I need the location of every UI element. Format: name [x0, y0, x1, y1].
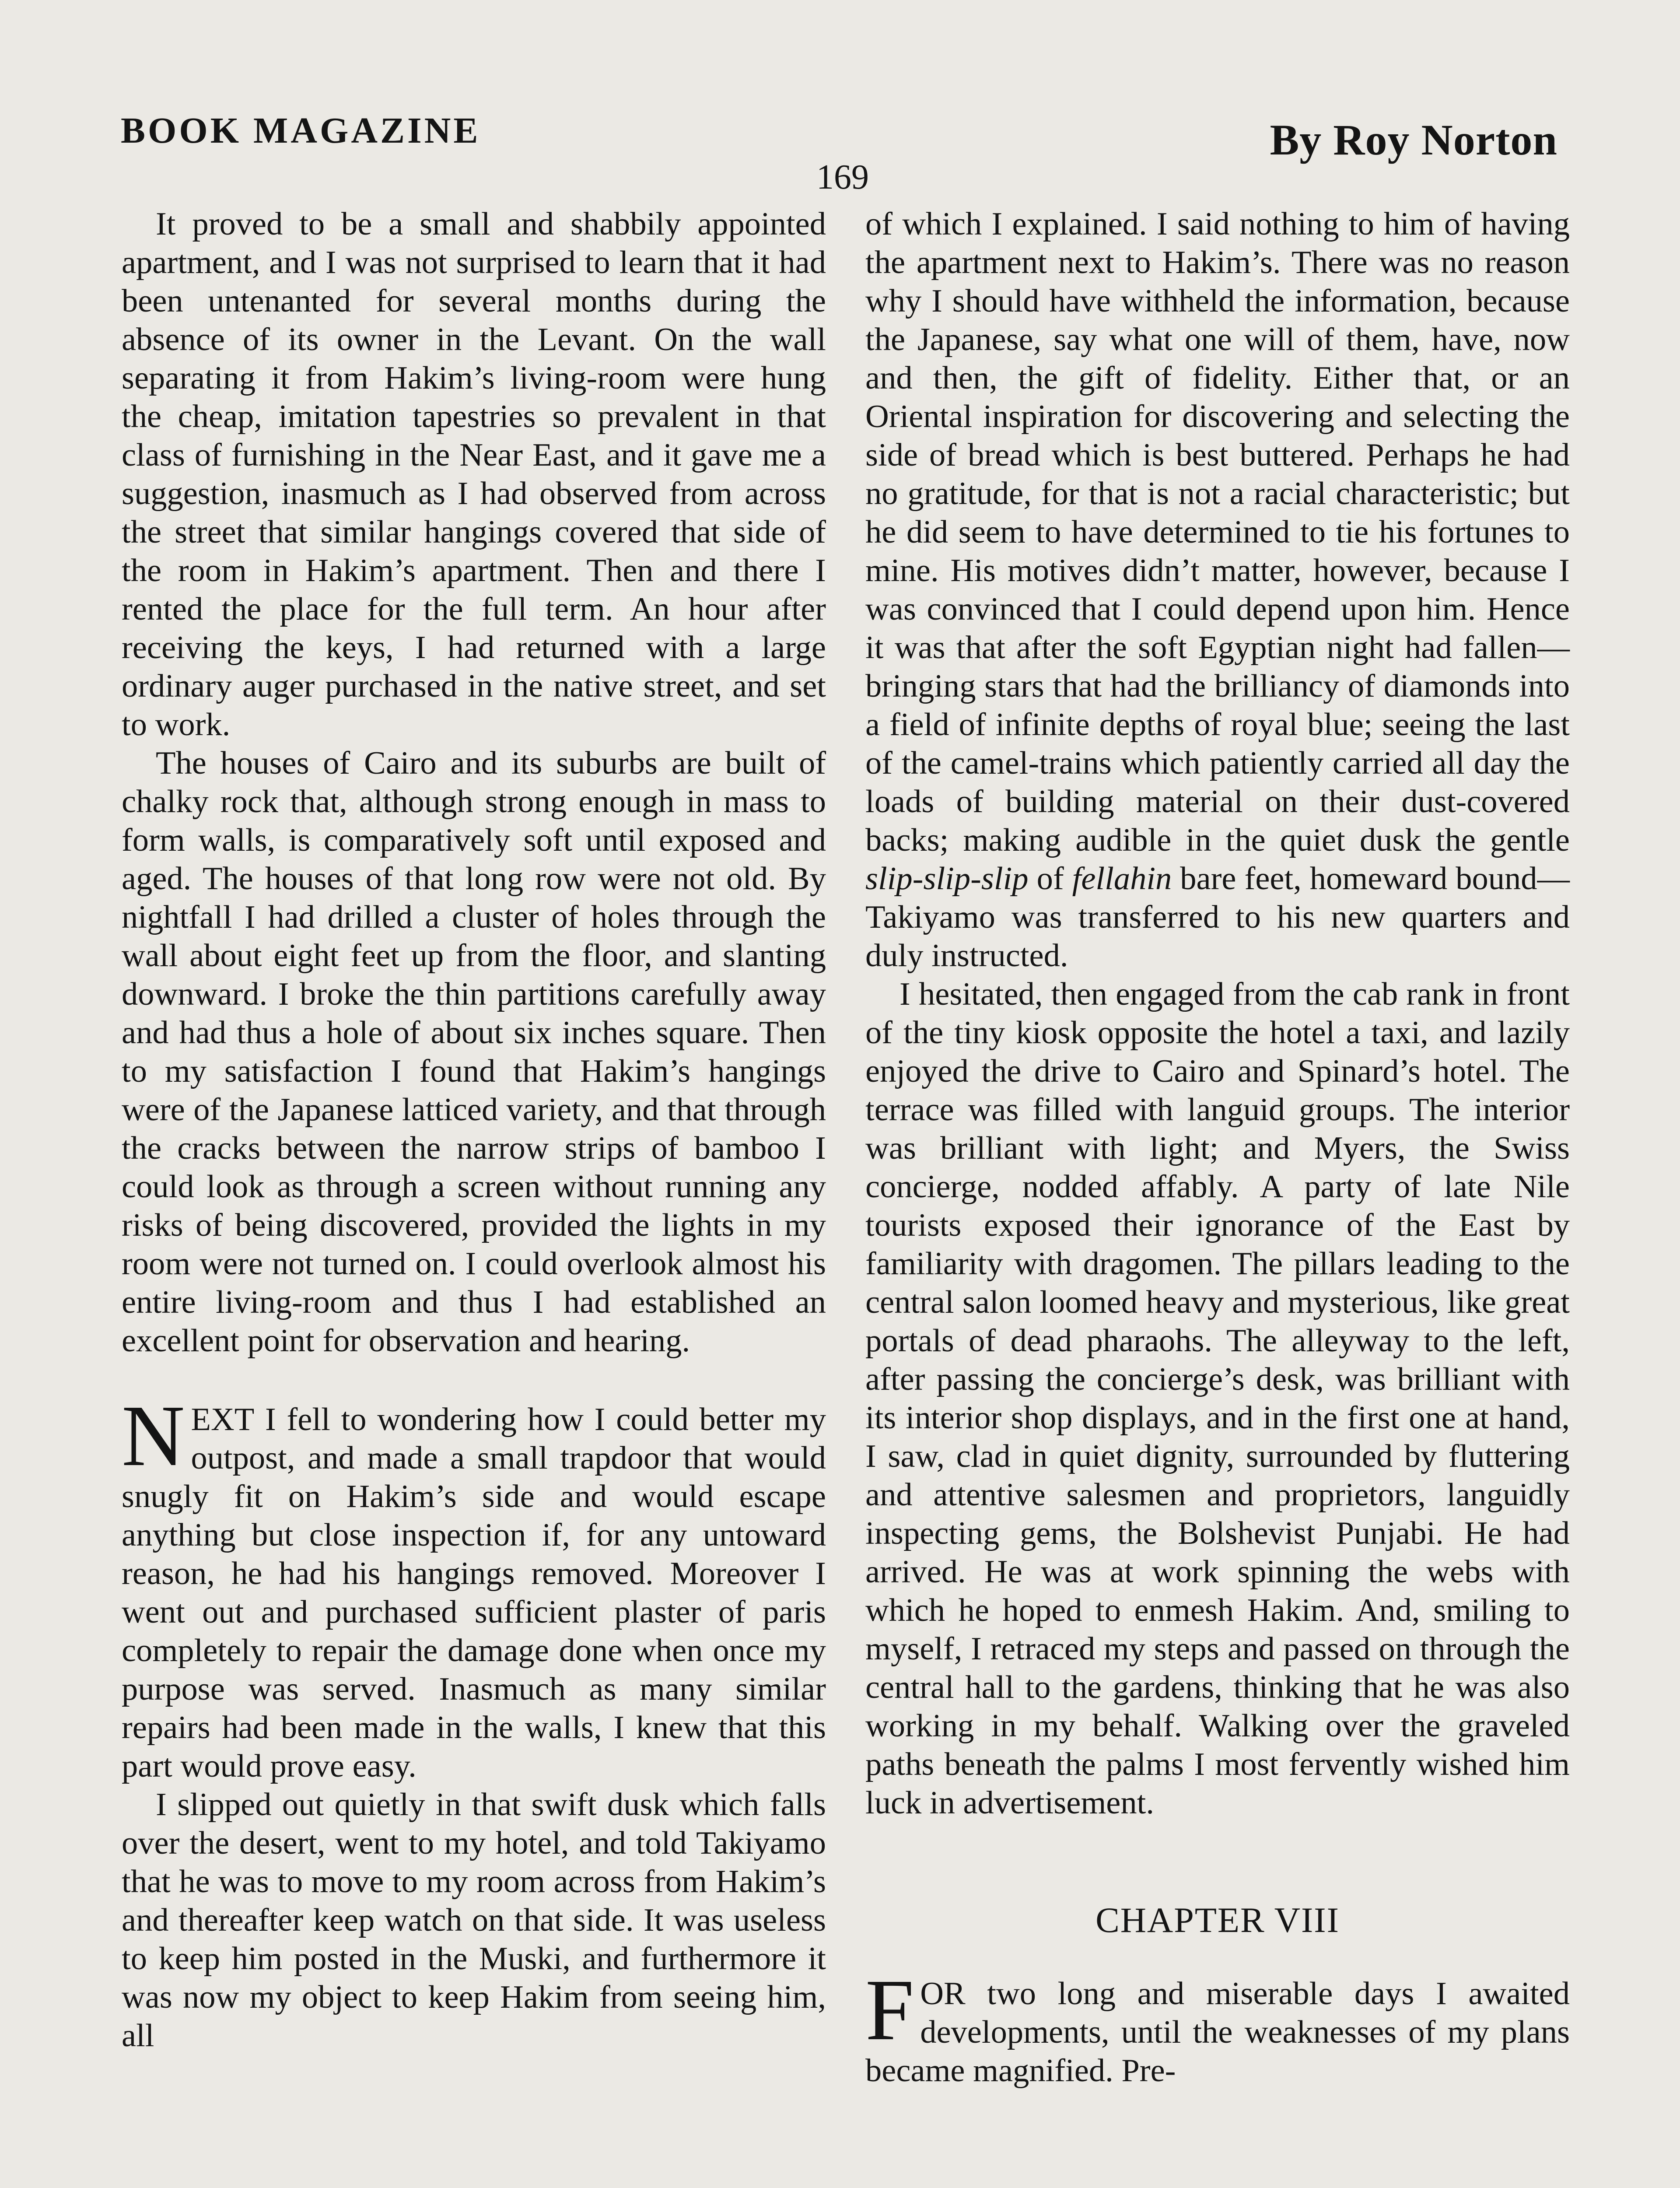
paragraph-text: bare feet, homeward bound—Takiyamo was transferred to his new quarters and duly instructed.	[865, 861, 1570, 974]
drop-cap: N	[122, 1388, 185, 1484]
chapter-opening-paragraph	[865, 1962, 1570, 2090]
magazine-title: BOOK MAGAZINE	[121, 110, 481, 151]
paragraph-text: of	[1028, 861, 1072, 897]
italic-text: fellahin	[1072, 861, 1172, 897]
paragraph-text: I fell to wondering how I could better my outpost, and made a small trapdoor that would snugly fit on Hakim’s side and would escape anything but close inspection if, for any untoward reason, he had his hangings removed. Moreover I went out and purchased sufficient plaster of paris completely to repair the damage done when once my purpose was served. Inasmuch as many similar repairs had been made in the walls, I knew that this part would prove easy.	[122, 1402, 826, 1784]
section-opening-paragraph	[122, 1388, 826, 1785]
continued-paragraph	[865, 205, 1570, 975]
italic-text: slip-slip-slip	[865, 861, 1029, 897]
paragraph: I hesitated, then engaged from the cab rank in front of the tiny kiosk opposite the hotel a taxi, and lazily enjoyed the drive to Cairo and Spinard’s hotel. The terrace was filled with languid groups. The interior was brilliant with light; and Myers, the Swiss concierge, nodded affably. A party of late Nile tourists exposed their ignorance of the East by familiarity with dragomen. The pillars leading to the central salon loomed heavy and mysterious, like great portals of dead pharaohs. The alleyway to the left, after passing the concierge’s desk, was brilliant with its interior shop displays, and in the first one at hand, I saw, clad in quiet dignity, surrounded by fluttering and attentive salesmen and proprietors, languidly inspecting gems, the Bolshevist Punjabi. He had arrived. He was at work spinning the webs with which he hoped to enmesh Hakim. And, smiling to myself, I retraced my steps and passed on through the central hall to the gardens, thinking that he was also working in my behalf. Walking over the graveled paths beneath the palms I most fervently wished him luck in advertisement.	[865, 976, 1570, 1821]
paragraph: The houses of Cairo and its suburbs are built of chalky rock that, although strong enough in mass to form walls, is comparatively soft until exposed and aged. The houses of that long row were not old. By nightfall I had drilled a cluster of holes through the wall about eight feet up from the floor, and slanting downward. I broke the thin partitions carefully away and had thus a hole of about six inches square. Then to my satisfaction I found that Hakim’s hangings were of the Japanese latticed variety, and that through the cracks between the narrow strips of bamboo I could look as through a screen without running any risks of being discovered, provided the lights in my room were not turned on. I could overlook almost his entire living-room and thus I had established an excellent point for observation and hearing.	[122, 745, 826, 1359]
paragraph-text: two long and miserable days I awaited developments, until the weaknesses of my plans became magnified. Pre-	[865, 1976, 1570, 2089]
drop-cap: F	[865, 1962, 914, 2058]
paragraph: It proved to be a small and shabbily appointed apartment, and I was not surprised to learn that it had been untenanted for several months during the absence of its owner in the Levant. On the wall separating it from Hakim’s living-room were hung the cheap, imitation tapestries so prevalent in that class of furnishing in the Near East, and it gave me a suggestion, inasmuch as I had observed from across the street that similar hangings covered that side of the room in Hakim’s apartment. Then and there I rented the place for the full term. An hour after receiving the keys, I had returned with a large ordinary auger purchased in the native street, and set to work.	[122, 206, 826, 743]
small-caps-lead: EXT	[191, 1402, 255, 1438]
chapter-heading: CHAPTER VIII	[1096, 1900, 1340, 1940]
page-number: 169	[816, 158, 869, 196]
paragraph: I slipped out quietly in that swift dusk which falls over the desert, went to my hotel, and told Takiyamo that he was to move to my room across from Hakim’s and thereafter keep watch on that side. It was useless to keep him posted in the Muski, and furthermore it was now my object to keep Hakim from seeing him, all	[122, 1787, 826, 2054]
author-byline: By Roy Norton	[1270, 116, 1558, 164]
right-column	[865, 205, 1570, 2090]
small-caps-lead: OR	[920, 1976, 966, 2012]
paragraph-text: of which I explained. I said nothing to him of having the apartment next to Hakim’s. There was no reason why I should have withheld the information, because the Japanese, say what one will of them, have, now and then, the gift of fidelity. Either that, or an Oriental inspiration for discovering and selecting the side of bread which is best buttered. Perhaps he had no gratitude, for that is not a racial characteristic; but he did seem to have determined to tie his fortunes to mine. His motives didn’t matter, however, because I was convinced that I could depend upon him. Hence it was that after the soft Egyptian night had fallen—bringing stars that had the brilliancy of diamonds into a field of infinite depths of royal blue; seeing the last of the camel-trains which patiently carried all day the loads of building material on their dust-covered backs; making audible in the quiet dusk the gentle	[865, 206, 1570, 858]
left-column	[122, 205, 826, 2055]
